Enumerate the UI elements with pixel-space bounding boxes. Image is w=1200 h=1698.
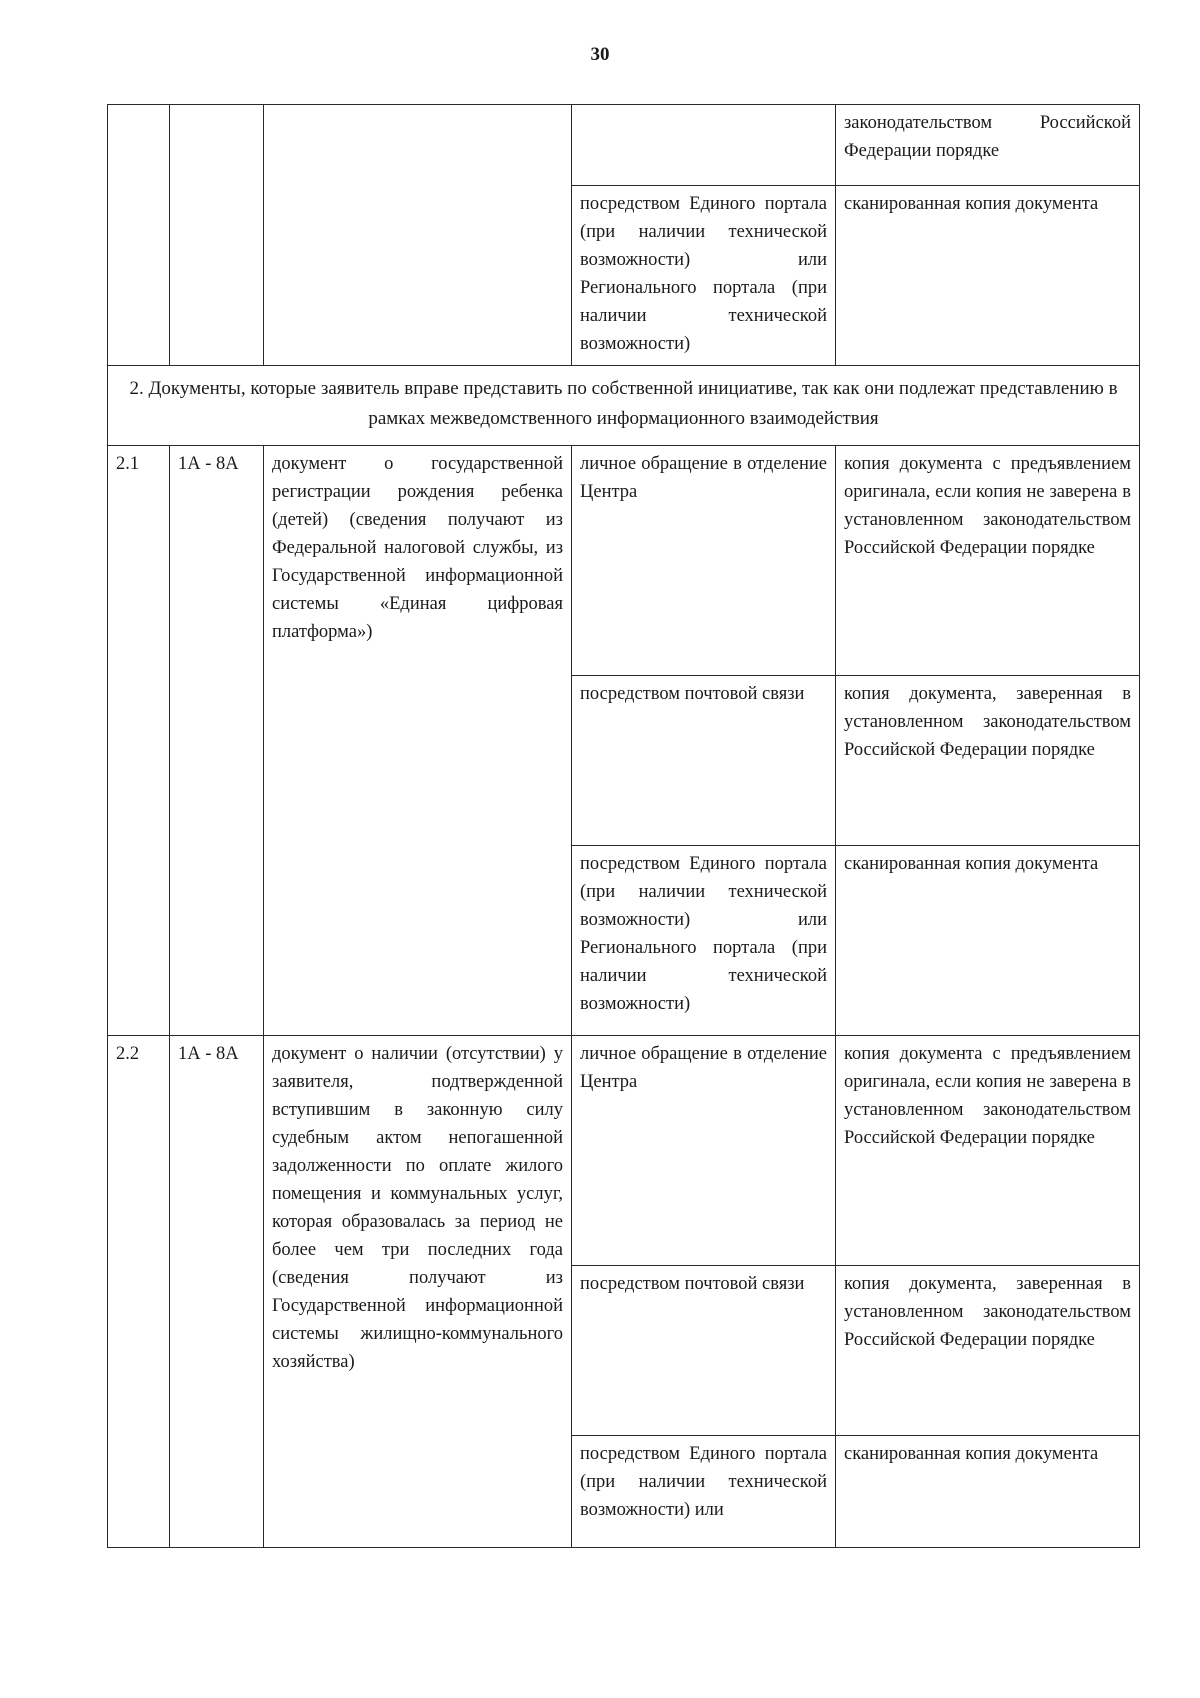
documents-table [107, 104, 1140, 1548]
cell-form: сканированная копия документа [836, 1436, 1140, 1548]
section-heading: 2. Документы, которые заявитель вправе представить по собственной инициативе, так как они подлежат представлению в рамках межведомственного информационного взаимодействия [108, 366, 1140, 446]
table-row [108, 1036, 1140, 1266]
table-row [108, 446, 1140, 676]
cell-form: сканированная копия документа [836, 846, 1140, 1036]
page-number: 30 [590, 44, 610, 65]
cell-method: посредством почтовой связи [572, 676, 836, 846]
cell-form: копия документа, заверенная в установленном законодательством Российской Федерации порядке [836, 1266, 1140, 1436]
section-heading-row [108, 366, 1140, 446]
cell-num: 2.1 [108, 446, 170, 1036]
cell-num [108, 105, 170, 366]
cell-form: сканированная копия документа [836, 186, 1140, 366]
cell-description: документ о наличии (отсутствии) у заявителя, подтвержденной вступившим в законную силу судебным актом непогашенной задолженности по оплате жилого помещения и коммунальных услуг, которая образовалась за период не более чем три последних года (сведения получают из Государственной информационной системы жилищно-коммунального хозяйства) [264, 1036, 572, 1548]
cell-method: личное обращение в отделение Центра [572, 446, 836, 676]
cell-code: 1А - 8А [170, 446, 264, 1036]
cell-method: личное обращение в отделение Центра [572, 1036, 836, 1266]
cell-form: копия документа с предъявлением оригинала, если копия не заверена в установленном законодательством Российской Федерации порядке [836, 446, 1140, 676]
cell-description [264, 105, 572, 366]
table-row [108, 105, 1140, 186]
cell-code [170, 105, 264, 366]
cell-method: посредством Единого портала (при наличии технической возможности) или Регионального портала (при наличии технической возможности) [572, 846, 836, 1036]
cell-code: 1А - 8А [170, 1036, 264, 1548]
cell-form: копия документа с предъявлением оригинала, если копия не заверена в установленном законодательством Российской Федерации порядке [836, 1036, 1140, 1266]
cell-method: посредством почтовой связи [572, 1266, 836, 1436]
cell-method: посредством Единого портала (при наличии технической возможности) или Регионального портала (при наличии технической возможности) [572, 186, 836, 366]
cell-method: посредством Единого портала (при наличии технической возможности) или [572, 1436, 836, 1548]
cell-form: копия документа, заверенная в установленном законодательством Российской Федерации порядке [836, 676, 1140, 846]
cell-form: законодательством Российской Федерации порядке [836, 105, 1140, 186]
cell-num: 2.2 [108, 1036, 170, 1548]
cell-method [572, 105, 836, 186]
cell-description: документ о государственной регистрации рождения ребенка (детей) (сведения получают из Федеральной налоговой службы, из Государственной информационной системы «Единая цифровая платформа») [264, 446, 572, 1036]
